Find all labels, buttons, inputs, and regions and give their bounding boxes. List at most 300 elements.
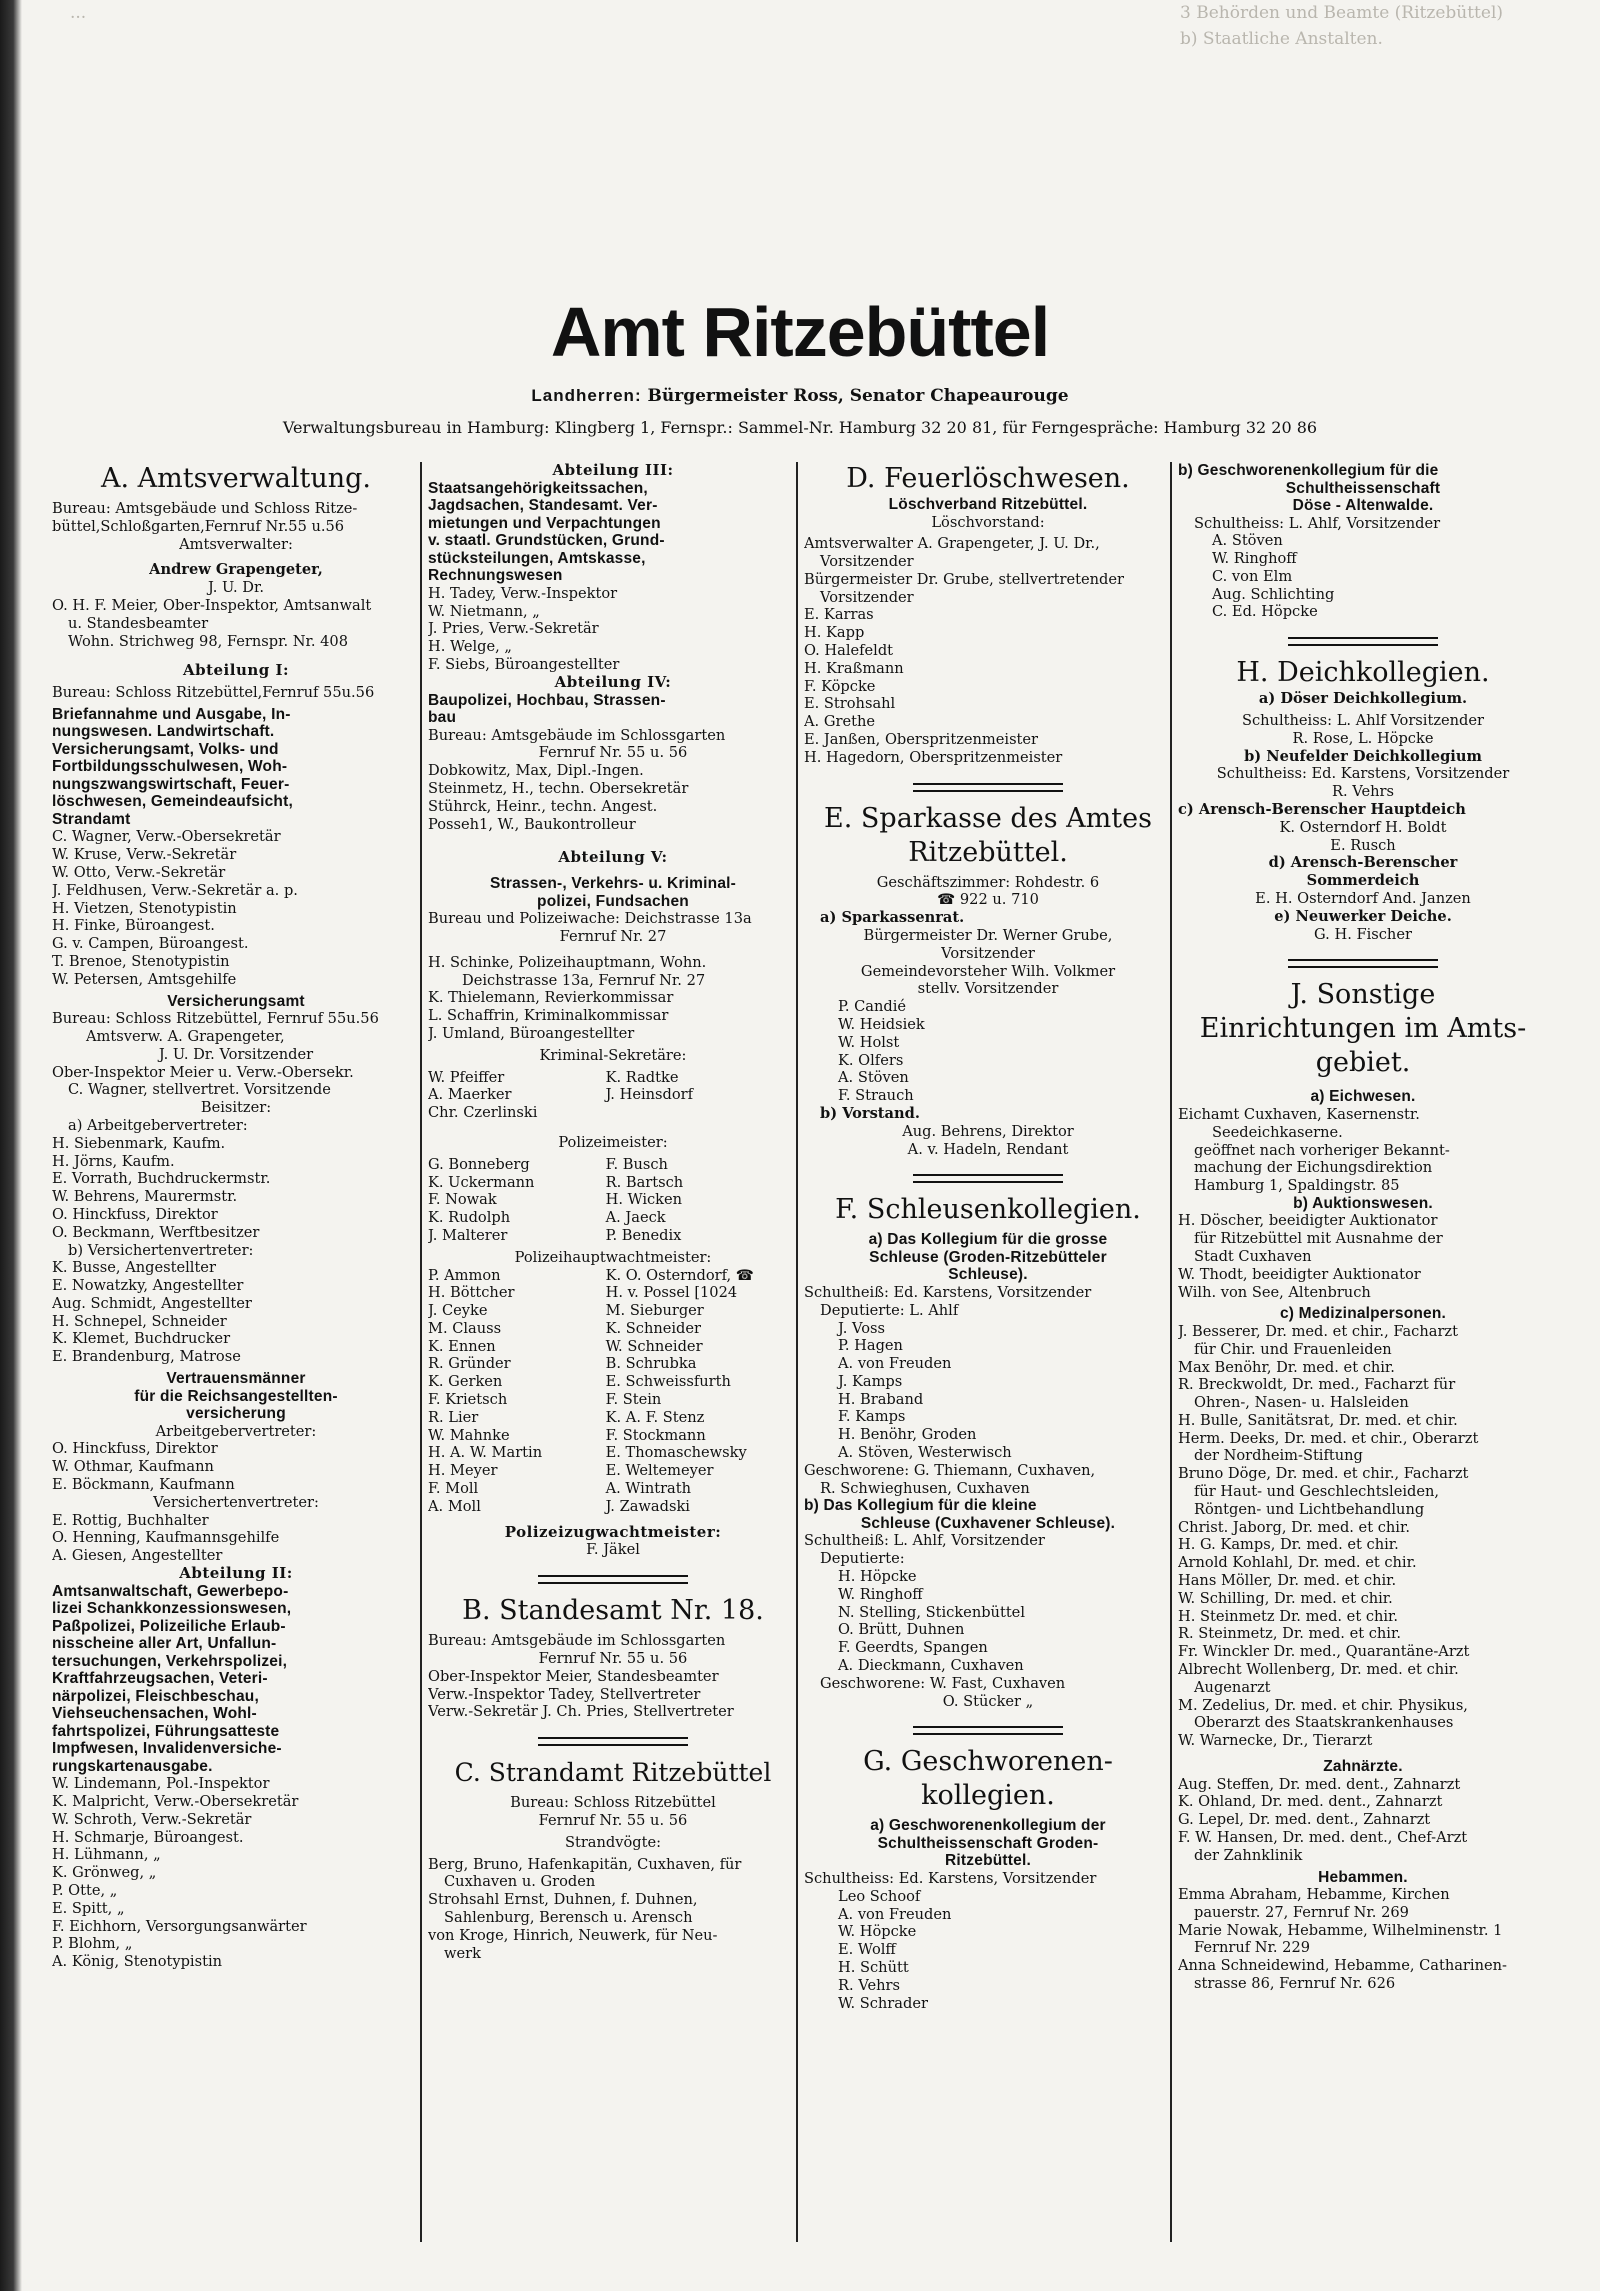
name-left: G. Bonneberg [428,1155,530,1173]
entry-line: A. Stöven, Westerwisch [838,1444,1012,1462]
name-pair-row [428,1156,798,1174]
centered-line: K. Osterndorf H. Boldt [1279,818,1447,836]
bold-heading: rungskartenausgabe. [52,1757,213,1775]
name-pair-row [428,1498,798,1516]
name-pair-row [428,1444,798,1462]
name-pair-row [428,1427,798,1445]
bold-heading: bau [428,709,457,727]
section-heading: J. Sonstige [1290,979,1436,1011]
entry-line: A. Dieckmann, Cuxhaven [838,1657,1024,1675]
name-left: W. Mahnke [428,1426,510,1444]
entry-line: K. Thielemann, Revierkommissar [428,989,674,1007]
entry-line: G. Lepel, Dr. med. dent., Zahnarzt [1178,1811,1431,1829]
entry-line: für Ritzebüttel mit Ausnahme der [1194,1230,1443,1248]
section-heading: gebiet. [1315,1047,1411,1079]
section-divider [913,1174,1063,1183]
bold-heading: Baupolizei, Hochbau, Strassen- [428,691,666,709]
entry-line: C. Wagner, stellvertret. Vorsitzende [68,1081,331,1099]
page-title: Amt Ritzebüttel [550,293,1050,371]
bold-heading: Versicherungsamt, Volks- und [52,740,279,758]
column-1 [52,462,420,2282]
entry-line: K. Malpricht, Verw.-Obersekretär [52,1793,299,1811]
entry-line: H. G. Kamps, Dr. med. et chir. [1178,1536,1399,1554]
bold-heading: nungszwangswirtschaft, Feuer- [52,775,290,793]
entry-line: geöffnet nach vorheriger Bekannt- [1194,1141,1450,1159]
department-heading: Abteilung III: [552,462,674,479]
spacer [1178,1080,1548,1088]
entry-line: H. Benöhr, Groden [838,1426,977,1444]
entry-line: a) Arbeitgebervertreter: [68,1116,248,1134]
bold-heading: Zahnärzte. [1323,1758,1403,1776]
name-left: K. Gerken [428,1373,503,1391]
name-right: F. Stein [605,1391,662,1409]
name-pair-row [428,1409,798,1427]
entry-line: E. Böckmann, Kaufmann [52,1475,235,1493]
centered-line: Polizeimeister: [558,1133,668,1151]
name-left: M. Clauss [428,1319,502,1337]
spacer [428,946,798,954]
entry-line: E. Strohsahl [804,695,896,713]
name-right: M. Sieburger [605,1302,704,1320]
centered-line: E. H. Osterndorf And. Janzen [1255,890,1471,908]
entry-line: Aug. Schmidt, Angestellter [52,1294,252,1312]
centered-line: Arbeitgebervertreter: [155,1422,317,1440]
entry-line: F. W. Hansen, Dr. med. dent., Chef-Arzt [1178,1828,1468,1846]
entry-line: Herm. Deeks, Dr. med. et chir., Oberarzt [1178,1429,1479,1447]
entry-line: Cuxhaven u. Groden [444,1873,596,1891]
name-right: W. Schneider [605,1337,703,1355]
entry-line: P. Hagen [838,1337,903,1355]
entry-line: H. Siebenmark, Kaufm. [52,1134,226,1152]
section-heading: E. Sparkasse des Amtes [824,802,1152,834]
entry-line: Bureau: Amtsgebäude und Schloss Ritze- [52,500,358,517]
entry-line: Seedeichkaserne. [1212,1123,1343,1141]
entry-line: Deichstrasse 13a, Fernruf Nr. 27 [462,971,706,989]
bold-heading: Schultheissenschaft [1285,479,1441,497]
bold-heading: v. staatl. Grundstücken, Grund- [428,532,665,550]
name-pair-row [428,1480,798,1498]
centered-line: J. U. Dr. [208,579,264,597]
name-left: F. Nowak [428,1191,497,1209]
name-left: H. Böttcher [428,1284,515,1302]
entry-line: b) Vorstand. [820,1105,920,1123]
entry-line: R. Schwieghusen, Cuxhaven [820,1479,1030,1497]
landherren-line [0,386,1600,406]
centered-line: Fernruf Nr. 27 [559,927,667,945]
name-left: K. Uckermann [428,1173,535,1191]
entry-line: O. Henning, Kaufmannsgehilfe [52,1529,280,1547]
entry-line: Wohn. Strichweg 98, Fernspr. Nr. 408 [68,632,349,650]
bold-heading: Vertrauensmänner [166,1370,306,1388]
entry-line: Fr. Winckler Dr. med., Quarantäne-Arzt [1178,1643,1470,1661]
centered-line: Vorsitzender [941,944,1035,962]
entry-line: H. Braband [838,1390,924,1408]
section-heading: F. Schleusenkollegien. [835,1194,1141,1226]
centered-line: E. Rusch [1330,836,1396,854]
entry-line: Stührck, Heinr., techn. Angest. [428,797,658,815]
bold-heading: Rechnungswesen [428,567,563,585]
centered-line: Bürgermeister Dr. Werner Grube, [863,927,1113,945]
entry-line: werk [444,1944,481,1962]
centered-line: Polizeihauptwachtmeister: [514,1248,712,1266]
entry-line: Bürgermeister Dr. Grube, stellvertretender [804,570,1124,588]
bold-heading: Schleuse (Cuxhavener Schleuse). [860,1514,1116,1532]
centered-line: e) Neuwerker Deiche. [1274,907,1452,925]
centered-line: F. Jäkel [586,1541,640,1559]
bold-heading: Viehseuchensachen, Wohl- [52,1705,257,1723]
entry-line: N. Stelling, Stickenbüttel [838,1603,1025,1621]
entry-line: H. Schütt [838,1958,909,1976]
entry-line: Verw.-Sekretär J. Ch. Pries, Stellvertreter [428,1703,734,1721]
department-heading: Abteilung I: [182,661,290,680]
section-heading: B. Standesamt Nr. 18. [462,1595,764,1627]
entry-line: Stadt Cuxhaven [1194,1248,1312,1266]
entry-line: u. Standesbeamter [68,614,209,632]
entry-line: E. Wolff [838,1941,896,1959]
bold-heading: Paßpolizei, Polizeiliche Erlaub- [52,1617,286,1635]
entry-line: a) Sparkassenrat. [820,909,965,927]
centered-line: Sommerdeich [1306,872,1420,890]
name-left: J. Ceyke [428,1302,488,1320]
bold-heading: Amtsanwaltschaft, Gewerbepo- [52,1582,289,1600]
entry-line: Amtsverw. A. Grapengeter, [86,1027,285,1045]
bold-heading: mietungen und Verpachtungen [428,514,661,532]
entry-line: Ober-Inspektor Meier, Standesbeamter [428,1667,719,1685]
section-heading: Einrichtungen im Amts- [1199,1013,1527,1045]
entry-line: E. Brandenburg, Matrose [52,1348,241,1366]
entry-line: Augenarzt [1194,1678,1271,1696]
centered-line: Löschvorstand: [931,513,1045,531]
entry-line: J. Voss [838,1319,885,1337]
entry-line: A. Stöven [838,1069,909,1087]
centered-line: stellv. Vorsitzender [917,980,1059,998]
bold-heading: b) Geschworenenkollegium für die [1178,462,1439,479]
entry-line: Ober-Inspektor Meier u. Verw.-Obersekr. [52,1063,354,1081]
bold-heading: lizei Schankkonzessionswesen, [52,1600,292,1618]
bleed-line: 3 Behörden und Beamte (Ritzebüttel) [1180,3,1504,23]
bold-heading: Impfwesen, Invalidenversiche- [52,1740,282,1758]
name-right: E. Schweissfurth [605,1373,731,1391]
entry-line: R. Steinmetz, Dr. med. et chir. [1178,1625,1401,1643]
entry-line: W. Thodt, beeidigter Auktionator [1178,1265,1421,1283]
department-heading: Abteilung V: [558,848,668,867]
bold-heading: a) Eichwesen. [1310,1088,1416,1106]
bold-heading: Schleuse). [948,1266,1028,1284]
name-right: F. Stockmann [605,1426,706,1444]
entry-line: für Chir. und Frauenleiden [1194,1340,1392,1358]
entry-line: H. Tadey, Verw.-Inspektor [428,584,618,602]
section-heading: G. Geschworenen- [863,1746,1113,1778]
name-pair-row [428,1174,798,1192]
entry-line: M. Zedelius, Dr. med. et chir. Physikus, [1178,1696,1468,1714]
entry-line: H. Steinmetz Dr. med. et chir. [1178,1607,1399,1625]
entry-line: K. Olfers [838,1051,904,1069]
name-left: K. Rudolph [428,1209,511,1227]
entry-line: A. Giesen, Angestellter [52,1547,223,1565]
bold-heading: stücksteilungen, Amtskasse, [428,549,646,567]
entry-line: W. Holst [838,1033,900,1051]
spacer [428,833,798,849]
entry-line: Wilh. von See, Altenbruch [1178,1283,1371,1301]
entry-line: Geschworene: G. Thiemann, Cuxhaven, [804,1461,1096,1479]
entry-line: H. Döscher, beeidigter Auktionator [1178,1212,1438,1230]
column-rule-1 [420,462,422,2242]
bold-heading: nungswesen. Landwirtschaft. [52,723,275,741]
name-left: K. Ennen [428,1337,496,1355]
entry-line: G. v. Campen, Büroangest. [52,935,249,953]
name-pair-row [428,1086,798,1104]
entry-line: J. Besserer, Dr. med. et chir., Facharzt [1178,1322,1458,1340]
entry-line: Aug. Steffen, Dr. med. dent., Zahnarzt [1178,1775,1461,1793]
entry-line: c) Arensch-Berenscher Hauptdeich [1178,801,1466,819]
entry-line: H. Kraßmann [804,659,904,677]
name-right: K. O. Osterndorf, ☎ [605,1266,754,1284]
section-divider [913,1726,1063,1735]
name-right: E. Weltemeyer [605,1462,714,1480]
centered-line: Aug. Behrens, Direktor [902,1122,1074,1140]
entry-line: W. Ringhoff [838,1585,923,1603]
entry-line: Sahlenburg, Berensch u. Arensch [444,1909,693,1927]
entry-line: O. Beckmann, Werftbesitzer [52,1223,260,1241]
entry-line: O. H. F. Meier, Ober-Inspektor, Amtsanwalt [52,596,372,614]
name-left: F. Krietsch [428,1391,508,1409]
entry-line: W. Lindemann, Pol.-Inspektor [52,1775,270,1793]
centered-line: Beisitzer: [200,1099,272,1117]
entry-line: Bureau: Schloss Ritzebüttel, Fernruf 55u.56 [52,1010,379,1028]
entry-line: L. Schaffrin, Kriminalkommissar [428,1007,669,1025]
entry-line: P. Otte, „ [52,1882,118,1900]
name-right: K. Radtke [605,1068,679,1086]
entry-line: Schultheiß: Ed. Karstens, Vorsitzender [804,1283,1092,1301]
entry-line: H. Vietzen, Stenotypistin [52,899,237,917]
spacer [428,867,798,875]
entry-line: Bureau: Schloss Ritzebüttel,Fernruf 55u.56 [52,684,375,702]
name-left: R. Gründer [428,1355,511,1373]
centered-line: b) Neufelder Deichkollegium [1244,747,1482,765]
bold-heading: a) Geschworenenkollegium der [870,1817,1106,1835]
column-4 [1178,462,1548,2282]
bold-heading: Staatsangehörigkeitssachen, [428,479,648,497]
entry-line: C. Wagner, Verw.-Obersekretär [52,828,281,846]
entry-line: Bureau: Amtsgebäude im Schlossgarten [428,726,726,744]
entry-line: Oberarzt des Staatskrankenhauses [1194,1714,1454,1732]
landherren-label: Landherren: [531,386,642,405]
section-divider [913,783,1063,792]
entry-line: W. Kruse, Verw.-Sekretär [52,846,237,864]
column-3 [804,462,1172,2282]
name-right: J. Heinsdorf [605,1086,694,1104]
entry-line: Arnold Kohlahl, Dr. med. et chir. [1178,1554,1417,1572]
entry-line: R. Breckwoldt, Dr. med., Facharzt für [1178,1376,1456,1394]
centered-line: A. v. Hadeln, Rendant [907,1140,1069,1158]
section-divider [538,1737,688,1746]
bold-heading: b) Auktionswesen. [1293,1194,1433,1212]
entry-line: H. Schnepel, Schneider [52,1312,227,1330]
bold-heading: Jagdsachen, Standesamt. Ver- [428,497,658,515]
entry-line: W. Schroth, Verw.-Sekretär [52,1810,252,1828]
entry-line: für Haut- und Geschlechtsleiden, [1194,1483,1440,1501]
entry-line: P. Candié [838,998,907,1016]
entry-line: H. Jörns, Kaufm. [52,1152,175,1170]
name-right: P. Benedix [605,1226,682,1244]
entry-line: F. Geerdts, Spangen [838,1639,988,1657]
entry-line: H. Welge, „ [428,638,512,656]
entry-line: C. von Elm [1212,567,1293,585]
name-right: A. Wintrath [605,1480,692,1498]
name-pair-row [428,1391,798,1409]
name-right: F. Busch [605,1155,668,1173]
section-divider [1288,959,1438,968]
entry-line: W. Schilling, Dr. med. et chir. [1178,1589,1393,1607]
name-left: A. Maerker [428,1086,512,1104]
entry-line: H. Schmarje, Büroangest. [52,1828,244,1846]
bold-heading: löschwesen, Gemeindeaufsicht, [52,793,293,811]
department-heading: Abteilung II: [179,1563,293,1582]
section-heading: kollegien. [921,1780,1055,1812]
bold-heading: Hebammen. [1318,1868,1408,1886]
entry-line: W. Höpcke [838,1923,917,1941]
name-pair-row [428,1338,798,1356]
name-pair-row [428,1227,798,1245]
centered-line: Andrew Grapengeter, [149,561,323,579]
entry-line: K. Klemet, Buchdrucker [52,1330,231,1348]
entry-line: E. Spitt, „ [52,1899,125,1917]
centered-line: Strandvögte: [564,1833,662,1851]
entry-line: E. Karras [804,606,874,624]
name-pair-row [428,1191,798,1209]
spacer [1178,1750,1548,1758]
entry-line: H. Bulle, Sanitätsrat, Dr. med. et chir. [1178,1411,1458,1429]
entry-line: J. Kamps [838,1372,903,1390]
entry-line: C. Ed. Höpcke [1212,603,1318,621]
spacer [52,553,420,561]
bold-heading: Strassen-, Verkehrs- u. Kriminal- [489,875,737,893]
entry-line: O. Brütt, Duhnen [838,1621,965,1639]
entry-line: J. Pries, Verw.-Sekretär [428,620,599,638]
entry-line: Bruno Döge, Dr. med. et chir., Facharzt [1178,1465,1469,1483]
entry-line: H. Lühmann, „ [52,1846,161,1864]
entry-line: Christ. Jaborg, Dr. med. et chir. [1178,1518,1410,1536]
name-left: W. Pfeiffer [428,1068,505,1086]
centered-line: Schultheiss: L. Ahlf Vorsitzender [1241,712,1484,730]
section-heading: C. Strandamt Ritzebüttel [454,1758,772,1788]
name-pair-row [428,1069,798,1087]
centered-line: Fernruf Nr. 55 u. 56 [538,1650,688,1668]
entry-line: Schultheiss: L. Ahlf, Vorsitzender [1194,514,1441,532]
entry-line: Posseh1, W., Baukontrolleur [428,815,636,833]
column-2 [428,462,798,2282]
name-right: K. Schneider [605,1319,702,1337]
entry-line: T. Brenoe, Stenotypistin [52,953,230,971]
centered-line: R. Rose, L. Höpcke [1292,729,1434,747]
department-heading: Polizeizugwachtmeister: [504,1522,722,1541]
landherren-names: Bürgermeister Ross, Senator Chapeaurouge [647,386,1069,406]
entry-line: Verw.-Inspektor Tadey, Stellvertreter [428,1685,701,1703]
name-left: A. Moll [428,1497,481,1515]
name-right: R. Bartsch [605,1173,684,1191]
section-heading: Ritzebüttel. [908,836,1068,868]
entry-line: Berg, Bruno, Hafenkapitän, Cuxhaven, für [428,1855,742,1873]
entry-line: b) Versichertenvertreter: [68,1241,254,1259]
bold-heading: Schultheissenschaft Groden- [877,1834,1099,1852]
centered-line: Fernruf Nr. 55 u. 56 [538,744,688,762]
name-left: H. Meyer [428,1462,498,1480]
bold-heading: Schleuse (Groden-Ritzebütteler [869,1248,1107,1266]
entry-line: A. König, Stenotypistin [52,1953,223,1971]
entry-line: W. Petersen, Amtsgehilfe [52,970,237,988]
entry-line: Steinmetz, H., techn. Obersekretär [428,779,689,797]
name-right: H. Wicken [605,1191,683,1209]
entry-line: E. Nowatzky, Angestellter [52,1277,244,1295]
bold-heading: versicherung [186,1405,286,1423]
centered-line: a) Döser Deichkollegium. [1258,690,1468,708]
entry-line: Albrecht Wollenberg, Dr. med. et chir. [1178,1661,1459,1679]
entry-line: A. von Freuden [838,1905,952,1923]
centered-line: Kriminal-Sekretäre: [539,1046,687,1064]
bleed-through-text [0,0,1600,240]
entry-line: R. Vehrs [838,1976,900,1994]
bold-heading: a) Das Kollegium für die grosse [868,1231,1108,1249]
entry-line: Hans Möller, Dr. med. et chir. [1178,1572,1397,1590]
bold-heading: Briefannahme und Ausgabe, In- [52,705,291,723]
entry-line: der Zahnklinik [1194,1846,1303,1864]
name-pair-row [428,1267,798,1285]
name-pair-row [428,1462,798,1480]
entry-line: Aug. Schlichting [1212,585,1335,603]
entry-line: H. Schinke, Polizeihauptmann, Wohn. [428,953,707,971]
entry-line: O. Hinckfuss, Direktor [52,1205,218,1223]
entry-line: Amtsverwalter A. Grapengeter, J. U. Dr., [804,535,1100,553]
entry-line: H. Höpcke [838,1568,917,1586]
bold-heading: Döse - Altenwalde. [1292,497,1434,514]
spacer [428,1122,798,1134]
entry-line: K. Busse, Angestellter [52,1259,216,1277]
section-divider [538,1575,688,1584]
bold-heading: Strandamt [52,810,131,828]
entry-line: Max Benöhr, Dr. med. et chir. [1178,1358,1395,1376]
section-divider [1288,637,1438,646]
entry-line: F. Eichhorn, Versorgungsanwärter [52,1917,307,1935]
centered-line: ☎ 922 u. 710 [937,891,1039,909]
entry-line: Bureau und Polizeiwache: Deichstrasse 13a [428,910,752,928]
entry-line: Marie Nowak, Hebamme, Wilhelminenstr. 1 [1178,1921,1503,1939]
entry-line: der Nordheim-Stiftung [1194,1447,1363,1465]
entry-line: A. Grethe [804,713,875,731]
name-left: F. Moll [428,1480,479,1498]
name-right: J. Zawadski [605,1497,690,1515]
name-pair-row [428,1355,798,1373]
entry-line: H. Kapp [804,624,865,642]
centered-line: Amtsverwalter: [179,535,293,553]
entry-line: E. Rottig, Buchhalter [52,1511,209,1529]
entry-line: E. Janßen, Oberspritzenmeister [804,731,1039,749]
name-pair-row [428,1284,798,1302]
entry-line: von Kroge, Hinrich, Neuwerk, für Neu- [428,1926,718,1944]
entry-line: Deputierte: L. Ahlf [820,1301,959,1319]
entry-line: W. Nietmann, „ [428,602,540,620]
name-pair-row [428,1373,798,1391]
entry-line: Vorsitzender [820,553,914,571]
entry-line: Chr. Czerlinski [428,1104,538,1122]
bold-heading: tersuchungen, Verkehrspolizei, [52,1652,288,1670]
centered-line: Geschäftszimmer: Rohdestr. 6 [876,873,1100,891]
entry-line: Strohsahl Ernst, Duhnen, f. Duhnen, [428,1891,698,1909]
bold-heading: Löschverband Ritzebüttel. [888,496,1088,513]
section-heading: A. Amtsverwaltung. [101,463,371,494]
entry-line: strasse 86, Fernruf Nr. 626 [1194,1975,1396,1992]
entry-line: Röntgen- und Lichtbehandlung [1194,1500,1425,1518]
entry-line: machung der Eichungsdirektion [1194,1159,1433,1177]
